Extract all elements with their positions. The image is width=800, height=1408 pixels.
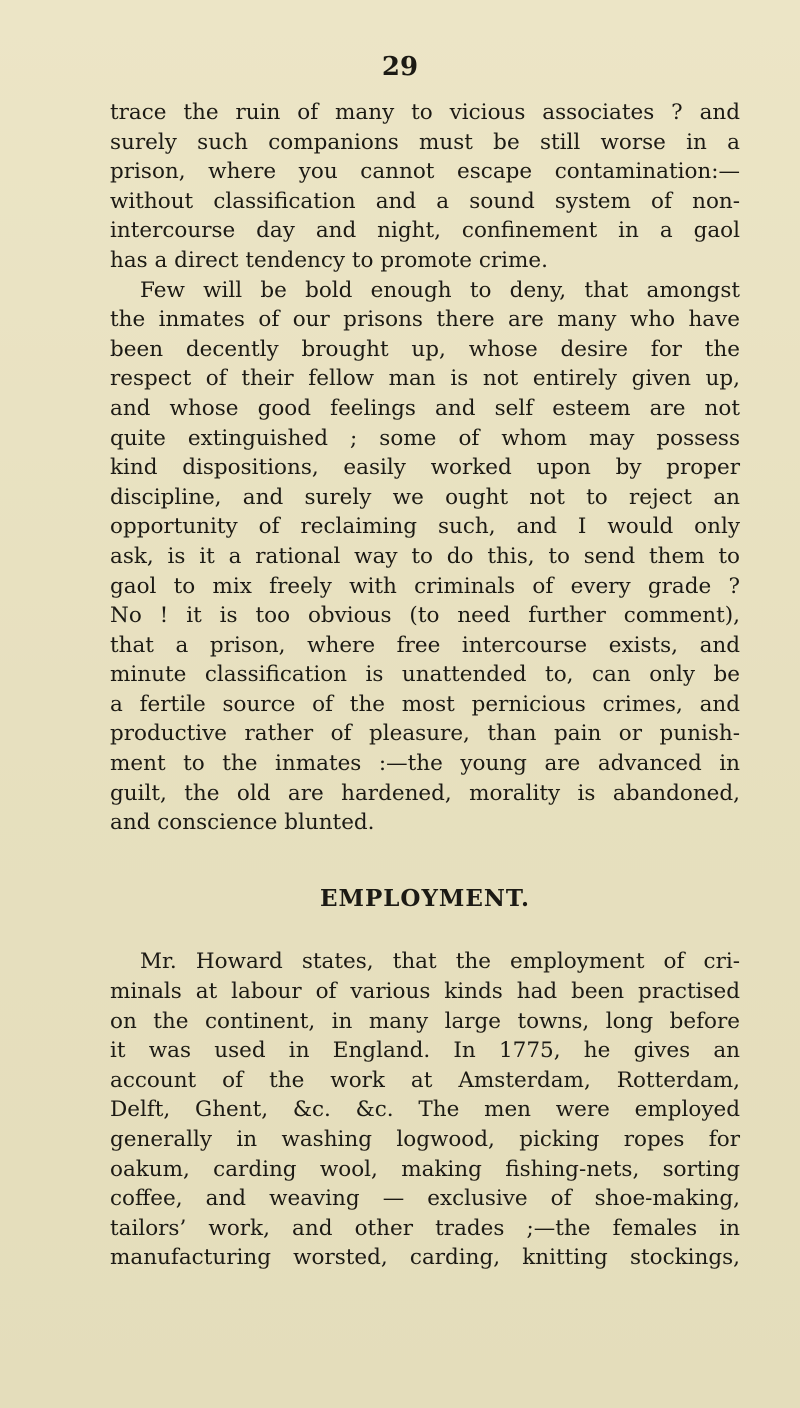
text-line: has a direct tendency to promote crime. (110, 247, 548, 273)
text-line: Mr. Howard states, that the employment of cri- (140, 949, 740, 975)
text-line: kind dispositions, easily worked upon by proper (110, 455, 740, 481)
text-line: been decently brought up, whose desire for the (110, 336, 740, 362)
paragraph-1 (110, 98, 740, 276)
text-line: it was used in England. In 1775, he gives an (110, 1038, 740, 1064)
text-line: account of the work at Amsterdam, Rotterdam, (110, 1067, 740, 1093)
text-line: ask, is it a rational way to do this, to send them to (110, 543, 740, 569)
text-line: generally in washing logwood, picking ropes for (110, 1127, 740, 1152)
body-text (110, 98, 740, 1273)
text-line: ment to the inmates :—the young are advanced in (110, 751, 740, 777)
text-line: discipline, and surely we ought not to reject an (110, 484, 740, 510)
text-line: without classification and a sound system of non- (110, 188, 740, 214)
text-line: the inmates of our prisons there are many who have (110, 307, 740, 333)
text-line: and conscience blunted. (110, 810, 375, 836)
text-line: coffee, and weaving — exclusive of shoe-making, (110, 1186, 740, 1212)
text-line: respect of their fellow man is not entirely given up, (110, 366, 740, 392)
text-line: minals at labour of various kinds had been practised (110, 979, 740, 1005)
text-line: opportunity of reclaiming such, and I would only (110, 514, 740, 540)
text-line: oakum, carding wool, making fishing-nets, sorting (110, 1156, 740, 1182)
text-line: and whose good feelings and self esteem are not (110, 395, 740, 421)
text-line: trace the ruin of many to vicious associates ? and (110, 100, 740, 125)
text-line: Few will be bold enough to deny, that amongst (140, 277, 740, 303)
text-line: a fertile source of the most pernicious crimes, and (110, 691, 740, 717)
text-line: Delft, Ghent, &c. &c. The men were employed (110, 1097, 740, 1123)
text-line: guilt, the old are hardened, morality is abandoned, (110, 780, 740, 806)
text-line: surely such companions must be still worse in a (110, 129, 740, 155)
page-number: 29 (381, 52, 419, 82)
text-line: that a prison, where free intercourse exists, and (110, 632, 740, 658)
text-line: manufacturing worsted, carding, knitting stockings, (110, 1245, 740, 1271)
text-line: on the continent, in many large towns, long before (110, 1008, 740, 1034)
text-line: No ! it is too obvious (to need further comment), (110, 603, 740, 629)
section-heading: EMPLOYMENT. (319, 884, 531, 912)
text-line: minute classification is unattended to, can only be (110, 662, 740, 688)
paragraph-3 (110, 947, 740, 1273)
text-line: quite extinguished ; some of whom may possess (110, 425, 740, 451)
paragraph-2 (110, 276, 740, 838)
text-line: tailors’ work, and other trades ;—the females in (110, 1215, 740, 1241)
text-line: prison, where you cannot escape contamination:— (110, 159, 740, 185)
text-line: intercourse day and night, confinement in a gaol (110, 218, 740, 244)
text-line: gaol to mix freely with criminals of every grade ? (110, 573, 740, 599)
text-line: productive rather of pleasure, than pain or punish- (110, 721, 740, 747)
